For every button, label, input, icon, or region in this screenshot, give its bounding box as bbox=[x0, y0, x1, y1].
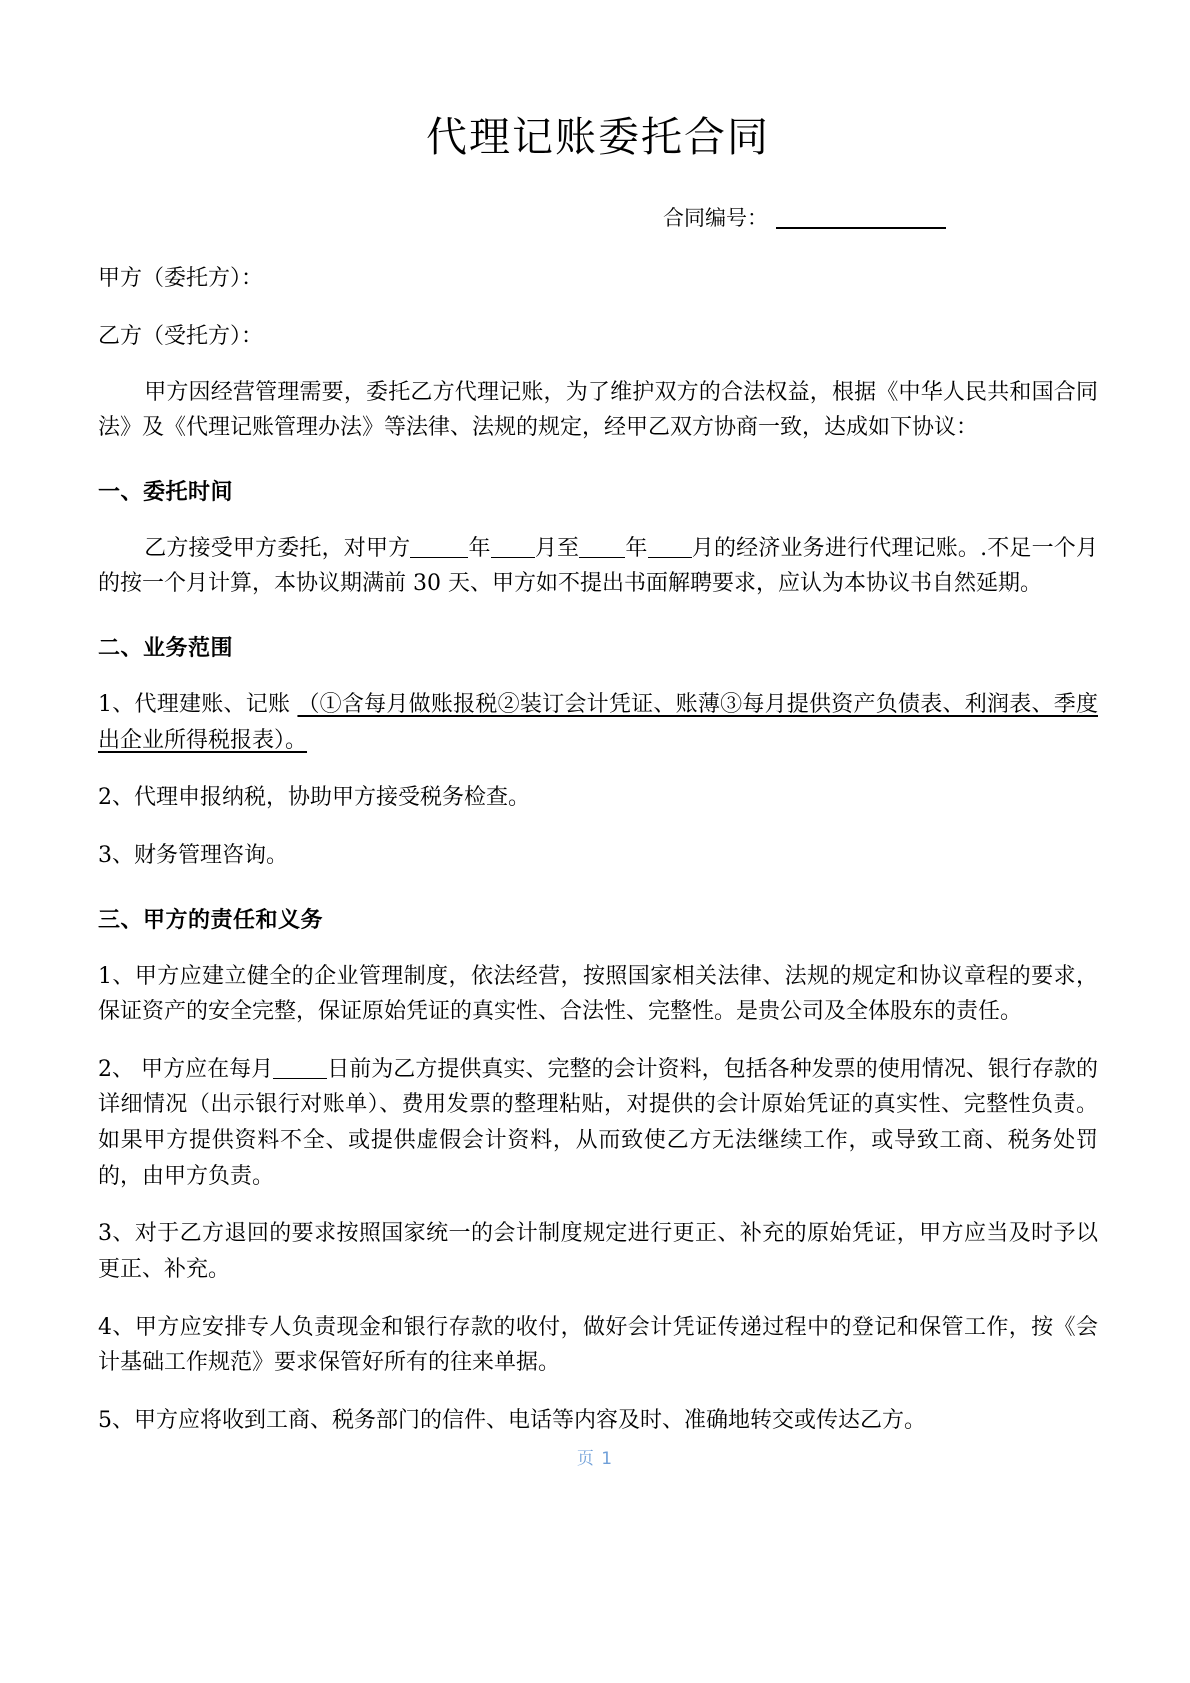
party-a-line: 甲方（委托方）： bbox=[98, 265, 264, 291]
section-2-item-1-plain: 1、代理建账、记账 bbox=[98, 692, 298, 718]
section-2-item-2: 2、代理申报纳税，协助甲方接受税务检查。 bbox=[98, 785, 530, 811]
section-1-text-part5: 月的经济业务进行代理记账。.不足一个月的按一个月计算，本协议期满前 30 天、甲方如不提出书面解聘要求，应认为本协议书自然延期。 bbox=[98, 535, 1098, 597]
section-1-text-part3: 月至 bbox=[534, 535, 580, 561]
section-2-item-3: 3、财务管理咨询。 bbox=[98, 842, 288, 868]
preamble-paragraph: 甲方因经营管理需要，委托乙方代理记账，为了维护双方的合法权益，根据《中华人民共和国合同法》及《代理记账管理办法》等法律、法规的规定，经甲乙双方协商一致，达成如下协议： bbox=[98, 379, 1098, 441]
section-heading-2: 二、业务范围 bbox=[98, 636, 234, 662]
section-3-item-4: 4、甲方应安排专人负责现金和银行存款的收付，做好会计凭证传递过程中的登记和保管工作，按《会计基础工作规范》要求保管好所有的往来单据。 bbox=[98, 1314, 1098, 1376]
document-content bbox=[98, 0, 1098, 1460]
section-1-text-part2: 年 bbox=[468, 535, 491, 561]
section-2-item-1-underlined: （①含每月做账报税②装订会计凭证、账薄③每月提供资产负债表、利润表、季度出企业所得税报表）。 bbox=[98, 692, 1098, 753]
section-3-item-3: 3、对于乙方退回的要求按照国家统一的会计制度规定进行更正、补充的原始凭证，甲方应当及时予以更正、补充。 bbox=[98, 1221, 1098, 1282]
section-3-item-2-part1: 2、 甲方应在每月 bbox=[98, 1056, 274, 1082]
monthly-deadline-day-blank[interactable] bbox=[273, 1078, 327, 1079]
page-footer-number: 1 bbox=[601, 1449, 614, 1469]
start-year-blank[interactable] bbox=[410, 557, 468, 558]
page-footer bbox=[0, 1444, 1190, 1469]
section-1-text-part1: 乙方接受甲方委托，对甲方 bbox=[144, 535, 411, 561]
section-1-paragraph bbox=[98, 531, 1098, 602]
section-3-item-2-part2: 日前为乙方提供真实、完整的会计资料，包括各种发票的使用情况、银行存款的详细情况（出示银行对账单）、费用发票的整理粘贴，对提供的会计原始凭证的真实性、完整性负责。如果甲方提供资料不全、或提供虚假会计资料，从而致使乙方无法继续工作，或导致工商、税务处罚的，由甲方负责。 bbox=[98, 1056, 1098, 1189]
page-title: 代理记账委托合同 bbox=[426, 113, 770, 161]
section-heading-1: 一、委托时间 bbox=[98, 479, 234, 505]
section-3-item-1: 1、甲方应建立健全的企业管理制度，依法经营，按照国家相关法律、法规的规定和协议章程的要求，保证资产的安全完整，保证原始凭证的真实性、合法性、完整性。是贵公司及全体股东的责任。 bbox=[98, 963, 1098, 1025]
contract-number-blank[interactable] bbox=[776, 227, 946, 229]
party-b-line: 乙方（受托方）： bbox=[98, 323, 264, 349]
contract-number-row bbox=[98, 204, 1098, 233]
section-2-item-1 bbox=[98, 687, 1098, 758]
page-footer-label: 页 bbox=[576, 1449, 595, 1469]
contract-number-label: 合同编号： bbox=[663, 206, 768, 231]
section-1-text-part4: 年 bbox=[625, 535, 648, 561]
start-month-blank[interactable] bbox=[491, 557, 535, 558]
section-3-item-5: 5、甲方应将收到工商、税务部门的信件、电话等内容及时、准确地转交或传达乙方。 bbox=[98, 1407, 926, 1433]
section-3-item-2 bbox=[98, 1052, 1098, 1195]
end-month-blank[interactable] bbox=[648, 557, 692, 558]
end-year-blank[interactable] bbox=[579, 557, 625, 558]
section-heading-3: 三、甲方的责任和义务 bbox=[98, 907, 324, 933]
